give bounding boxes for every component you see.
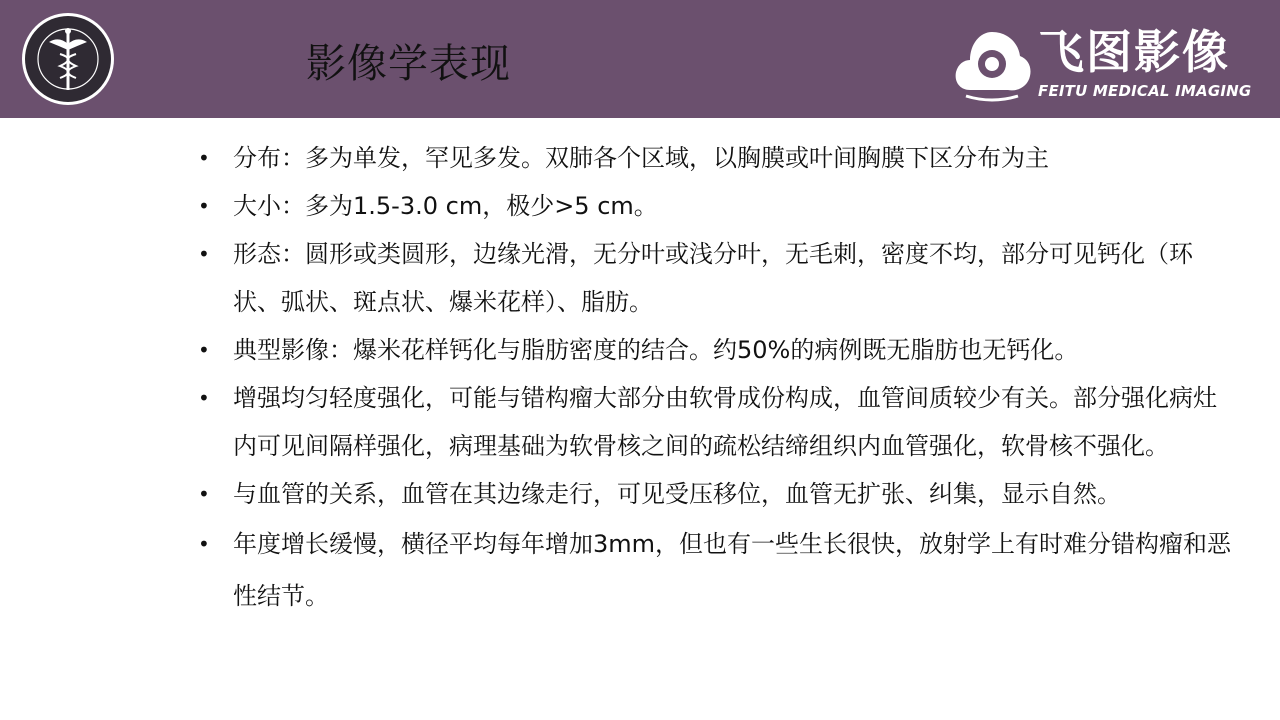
list-item-text: 形态：圆形或类圆形，边缘光滑，无分叶或浅分叶，无毛刺，密度不均，部分可见钙化（环状、弧状、斑点状、爆米花样）、脂肪。 xyxy=(233,240,1193,316)
list-item xyxy=(196,134,1236,182)
brand-name-cn: 飞图影像 xyxy=(1038,25,1230,79)
bullet-dot: • xyxy=(198,146,210,170)
list-item-text: 分布：多为单发，罕见多发。双肺各个区域，以胸膜或叶间胸膜下区分布为主 xyxy=(233,144,1049,172)
bullet-dot: • xyxy=(198,532,210,556)
bullet-dot: • xyxy=(198,338,210,362)
brand-name-en: FEITU MEDICAL IMAGING xyxy=(1038,82,1252,100)
bullet-list xyxy=(196,134,1236,622)
brand-logo xyxy=(952,24,1262,108)
bullet-dot: • xyxy=(198,194,210,218)
header-bar xyxy=(0,0,1280,118)
list-item xyxy=(196,182,1236,230)
list-item xyxy=(196,230,1236,326)
list-item xyxy=(196,518,1236,622)
caduceus-seal-icon xyxy=(19,12,117,106)
list-item-text: 大小：多为1.5-3.0 cm，极少>5 cm。 xyxy=(233,192,658,220)
bullet-dot: • xyxy=(198,386,210,410)
page-title: 影像学表现 xyxy=(306,41,511,87)
bullet-dot: • xyxy=(198,242,210,266)
list-item xyxy=(196,374,1236,470)
cloud-logo-icon xyxy=(952,26,1032,104)
list-item-text: 年度增长缓慢，横径平均每年增加3mm，但也有一些生长很快，放射学上有时难分错构瘤和恶性结节。 xyxy=(233,530,1232,610)
list-item-text: 典型影像：爆米花样钙化与脂肪密度的结合。约50%的病例既无脂肪也无钙化。 xyxy=(233,336,1079,364)
list-item xyxy=(196,470,1236,518)
list-item-text: 与血管的关系，血管在其边缘走行，可见受压移位，血管无扩张、纠集，显示自然。 xyxy=(233,480,1121,508)
list-item-text: 增强均匀轻度强化，可能与错构瘤大部分由软骨成份构成，血管间质较少有关。部分强化病灶内可见间隔样强化，病理基础为软骨核之间的疏松结缔组织内血管强化，软骨核不强化。 xyxy=(233,384,1217,460)
bullet-dot: • xyxy=(198,482,210,506)
list-item xyxy=(196,326,1236,374)
